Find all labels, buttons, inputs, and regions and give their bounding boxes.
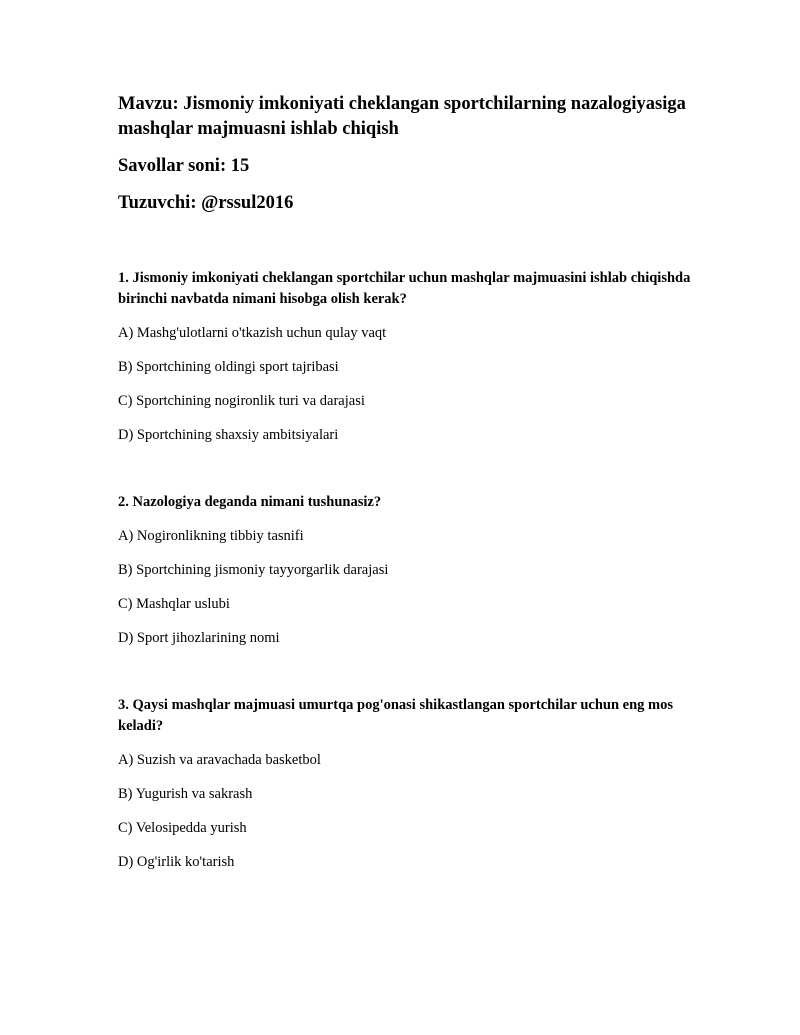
answer-option-b: B) Sportchining oldingi sport tajribasi (118, 359, 339, 375)
question-block-2 (118, 492, 698, 647)
document-page (118, 92, 698, 871)
question-count: Savollar soni: 15 (118, 156, 250, 176)
question-block-1 (118, 268, 698, 444)
question-text: 2. Nazologiya deganda nimani tushunasiz? (118, 494, 382, 510)
answer-option-b: B) Sportchining jismoniy tayyorgarlik darajasi (118, 562, 389, 578)
answer-option-d: D) Sportchining shaxsiy ambitsiyalari (118, 427, 339, 443)
answer-option-a: A) Suzish va aravachada basketbol (118, 752, 321, 768)
answer-option-a: A) Nogironlikning tibbiy tasnifi (118, 528, 304, 544)
answer-option-c: C) Velosipedda yurish (118, 820, 247, 836)
answer-option-b: B) Yugurish va sakrash (118, 786, 253, 802)
answer-option-d: D) Og'irlik ko'tarish (118, 854, 235, 870)
question-text: 1. Jismoniy imkoniyati cheklangan sportchilar uchun mashqlar majmuasini ishlab chiqishda birinchi navbatda nimani hisobga olish kerak? (118, 270, 691, 307)
answer-option-d: D) Sport jihozlarining nomi (118, 630, 280, 646)
answer-option-a: A) Mashg'ulotlarni o'tkazish uchun qulay vaqt (118, 325, 387, 341)
question-text: 3. Qaysi mashqlar majmuasi umurtqa pog'onasi shikastlangan sportchilar uchun eng mos keladi? (118, 697, 674, 734)
answer-option-c: C) Mashqlar uslubi (118, 596, 230, 612)
question-block-3 (118, 695, 698, 871)
document-title: Mavzu: Jismoniy imkoniyati cheklangan sportchilarning nazalogiyasiga mashqlar majmuasni ishlab chiqish (118, 94, 686, 139)
answer-option-c: C) Sportchining nogironlik turi va darajasi (118, 393, 365, 409)
author-line: Tuzuvchi: @rssul2016 (118, 193, 294, 213)
